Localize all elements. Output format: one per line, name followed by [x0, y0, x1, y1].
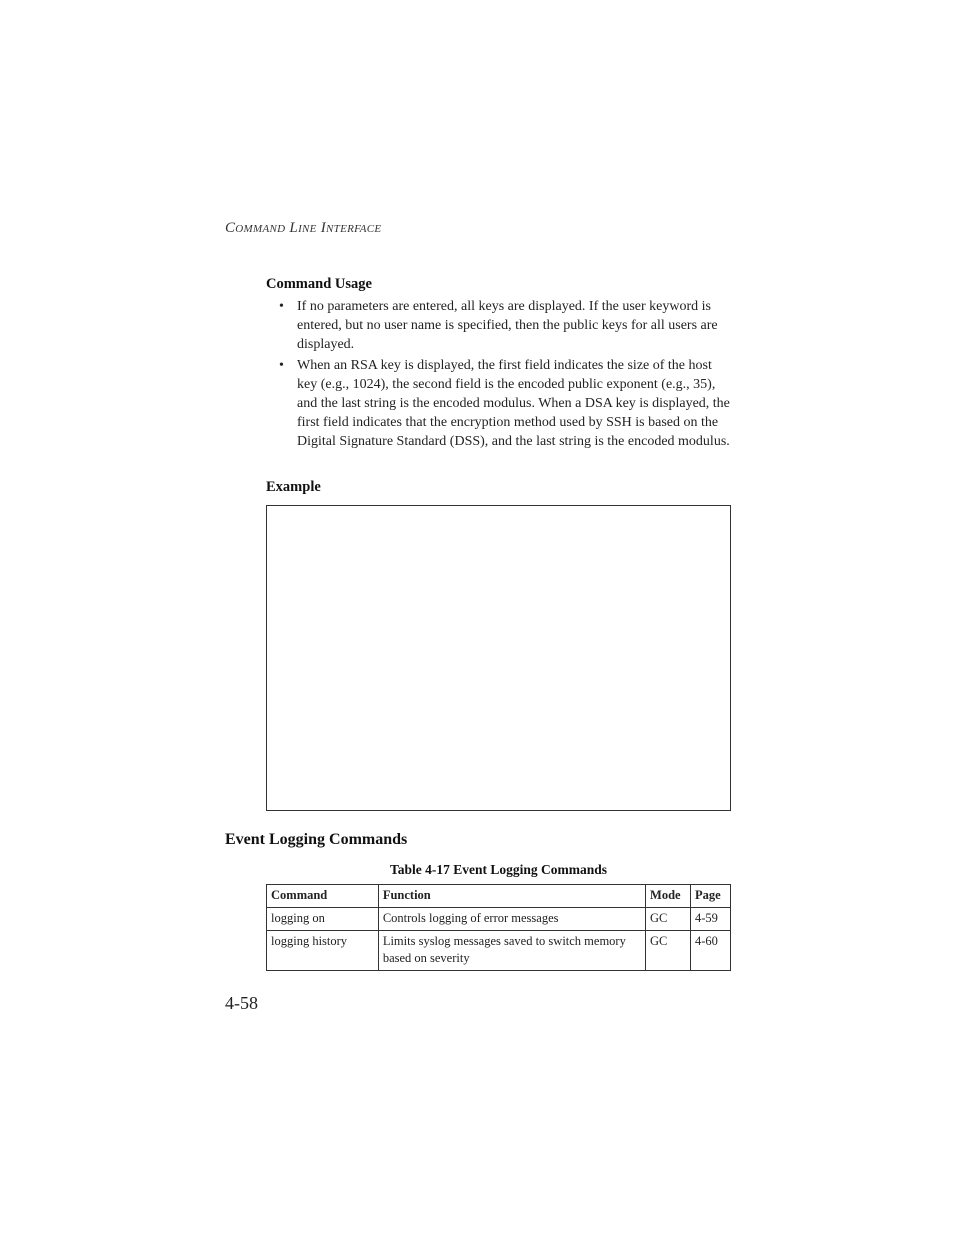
cell-function: Limits syslog messages saved to switch memory based on severity — [378, 931, 645, 971]
column-header-command: Command — [267, 885, 379, 908]
example-heading: Example — [266, 479, 321, 495]
cell-page: 4-60 — [690, 931, 730, 971]
list-item — [266, 298, 732, 354]
running-header: Command Line Interface — [225, 220, 382, 236]
list-item — [266, 357, 732, 451]
column-header-page: Page — [690, 885, 730, 908]
cell-command: logging history — [267, 931, 379, 971]
column-header-function: Function — [378, 885, 645, 908]
command-usage-heading: Command Usage — [266, 276, 372, 292]
table-row — [267, 908, 731, 931]
column-header-mode: Mode — [646, 885, 691, 908]
cell-mode: GC — [646, 931, 691, 971]
cell-command: logging on — [267, 908, 379, 931]
table-caption: Table 4-17 Event Logging Commands — [389, 862, 608, 877]
cell-mode: GC — [646, 908, 691, 931]
command-usage-list — [266, 298, 732, 454]
table-row — [267, 931, 731, 971]
bullet-icon: • — [279, 299, 284, 314]
event-logging-table — [266, 884, 731, 971]
example-code-box — [266, 505, 731, 811]
section-title: Event Logging Commands — [225, 831, 408, 848]
cell-page: 4-59 — [690, 908, 730, 931]
page-number: 4-58 — [225, 993, 258, 1013]
cell-function: Controls logging of error messages — [378, 908, 645, 931]
table-header-row — [267, 885, 731, 908]
bullet-icon: • — [279, 358, 284, 374]
list-item-text: When an RSA key is displayed, the first field indicates the size of the host key (e.g., 1024), the second field is the encoded public exponent (e.g., 35), and the last string is the encoded modulus. When a DSA key is displayed, the first field indicates that the encryption method used by SSH is based on the Digital Signature Standard (DSS), and the last string is the encoded modulus. — [297, 358, 730, 449]
list-item-text: If no parameters are entered, all keys are displayed. If the user keyword is entered, but no user name is specified, then the public keys for all users are displayed. — [297, 299, 718, 352]
